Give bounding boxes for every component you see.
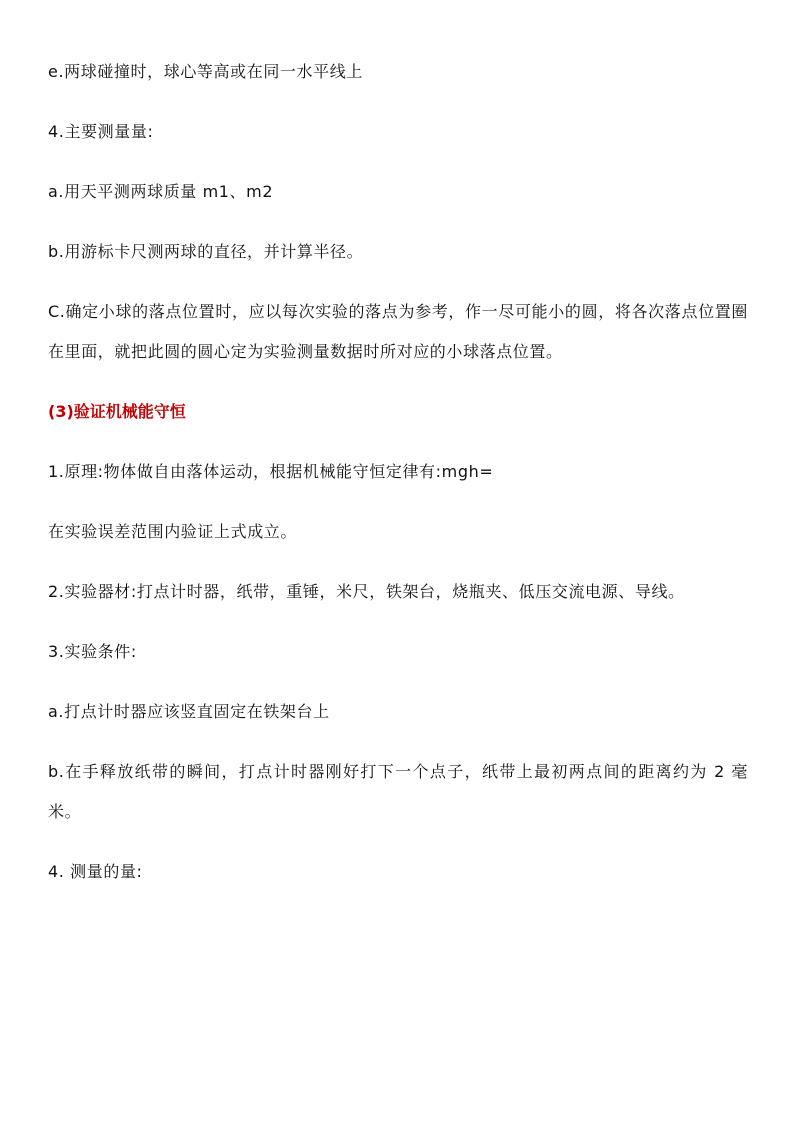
paragraph-main-measurements: 4.主要测量量: (48, 122, 154, 141)
paragraph-collision-condition: e.两球碰撞时，球心等高或在同一水平线上 (48, 62, 363, 81)
paragraph-measure-mass: a.用天平测两球质量 m1、m2 (48, 182, 274, 201)
paragraph-principle: 1.原理:物体做自由落体运动，根据机械能守恒定律有:mgh= (48, 462, 494, 481)
document-body (48, 52, 748, 912)
paragraph-verify-formula: 在实验误差范围内验证上式成立。 (48, 522, 298, 541)
paragraph-equipment: 2.实验器材:打点计时器，纸带，重锤，米尺，铁架台，烧瓶夹、低压交流电源、导线。 (48, 582, 685, 601)
paragraph-conditions: 3.实验条件: (48, 642, 137, 661)
paragraph-quantities: 4. 测量的量: (48, 862, 143, 881)
paragraph-timer-vertical: a.打点计时器应该竖直固定在铁架台上 (48, 702, 330, 721)
paragraph-release-tape: b.在手释放纸带的瞬间，打点计时器刚好打下一个点子，纸带上最初两点间的距离约为 2 毫米。 (48, 762, 748, 821)
paragraph-landing-point: C.确定小球的落点位置时，应以每次实验的落点为参考，作一尽可能小的圆，将各次落点位置圈在里面，就把此圆的圆心定为实验测量数据时所对应的小球落点位置。 (48, 302, 748, 361)
section-heading: (3)验证机械能守恒 (48, 402, 186, 421)
paragraph-measure-diameter: b.用游标卡尺测两球的直径，并计算半径。 (48, 242, 364, 261)
